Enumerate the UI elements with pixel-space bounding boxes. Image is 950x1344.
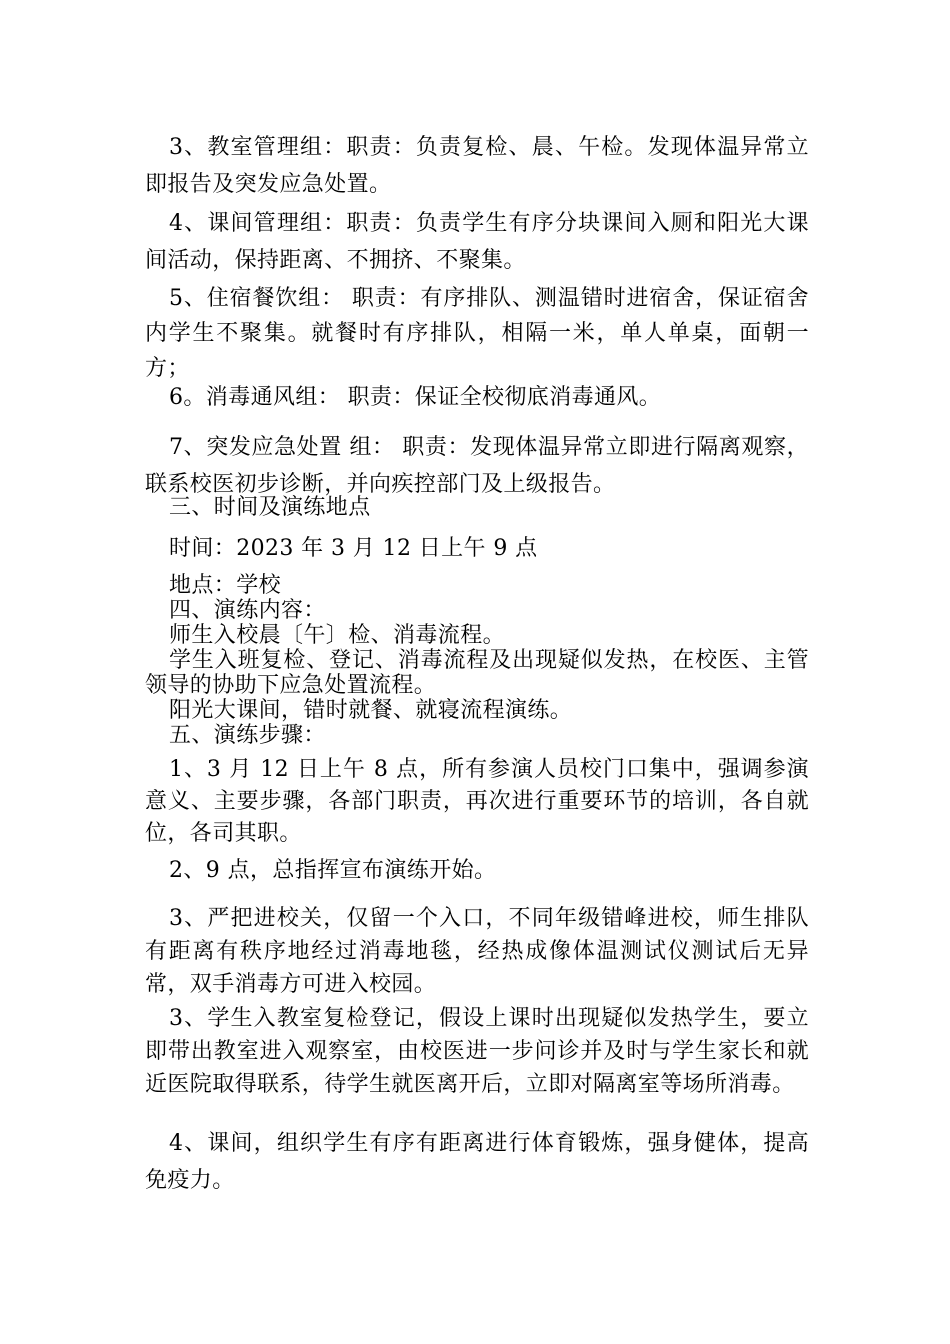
paragraph-step-3a: 3、严把进校关，仅留一个入口，不同年级错峰进校，师生排队有距离有秩序地经过消毒地毯，经热成像体温测试仪测试后无异常，双手消毒方可进入校园。 — [145, 906, 809, 997]
paragraph-step-4: 4、课间，组织学生有序有距离进行体育锻炼，强身健体，提高免疫力。 — [145, 1131, 809, 1193]
paragraph-step-2: 2、9 点，总指挥宣布演练开始。 — [169, 858, 497, 883]
paragraph-break-group: 4、课间管理组：职责：负责学生有序分块课间入厕和阳光大课间活动，保持距离、不拥挤、不聚集。 — [145, 211, 809, 273]
section-heading-time-location: 三、时间及演练地点 — [169, 495, 371, 520]
section-heading-drill-steps: 五、演练步骤： — [169, 723, 326, 748]
paragraph-classroom-group: 3、教室管理组：职责：负责复检、晨、午检。发现体温异常立即报告及突发应急处置。 — [145, 135, 809, 197]
paragraph-step-3b: 3、学生入教室复检登记，假设上课时出现疑似发热学生，要立即带出教室进入观察室，由校医进一步问诊并及时与学生家长和就近医院取得联系，待学生就医离开后，立即对隔离室等场所消毒。 — [145, 1006, 809, 1097]
paragraph-time: 时间：2023 年 3 月 12 日上午 9 点 — [169, 536, 538, 561]
paragraph-dorm-dining-group: 5、住宿餐饮组： 职责：有序排队、测温错时进宿舍，保证宿舍内学生不聚集。就餐时有序排队，相隔一米，单人单桌，面朝一方； — [145, 286, 809, 381]
paragraph-location: 地点：学校 — [169, 573, 282, 598]
paragraph-content-3: 阳光大课间，错时就餐、就寝流程演练。 — [169, 698, 573, 723]
paragraph-step-1: 1、3 月 12 日上午 8 点，所有参演人员校门口集中，强调参演意义、主要步骤，各部门职责，再次进行重要环节的培训，各自就位，各司其职。 — [145, 757, 809, 846]
paragraph-emergency-group: 7、突发应急处置 组： 职责：发现体温异常立即进行隔离观察，联系校医初步诊断，并向疾控部门及上级报告。 — [145, 435, 809, 497]
section-heading-drill-content: 四、演练内容： — [169, 598, 326, 623]
paragraph-disinfection-group: 6。消毒通风组： 职责：保证全校彻底消毒通风。 — [169, 385, 662, 410]
paragraph-content-1: 师生入校晨〔午〕检、消毒流程。 — [169, 623, 506, 648]
paragraph-content-2: 学生入班复检、登记、消毒流程及出现疑似发热，在校医、主管领导的协助下应急处置流程。 — [145, 648, 809, 698]
